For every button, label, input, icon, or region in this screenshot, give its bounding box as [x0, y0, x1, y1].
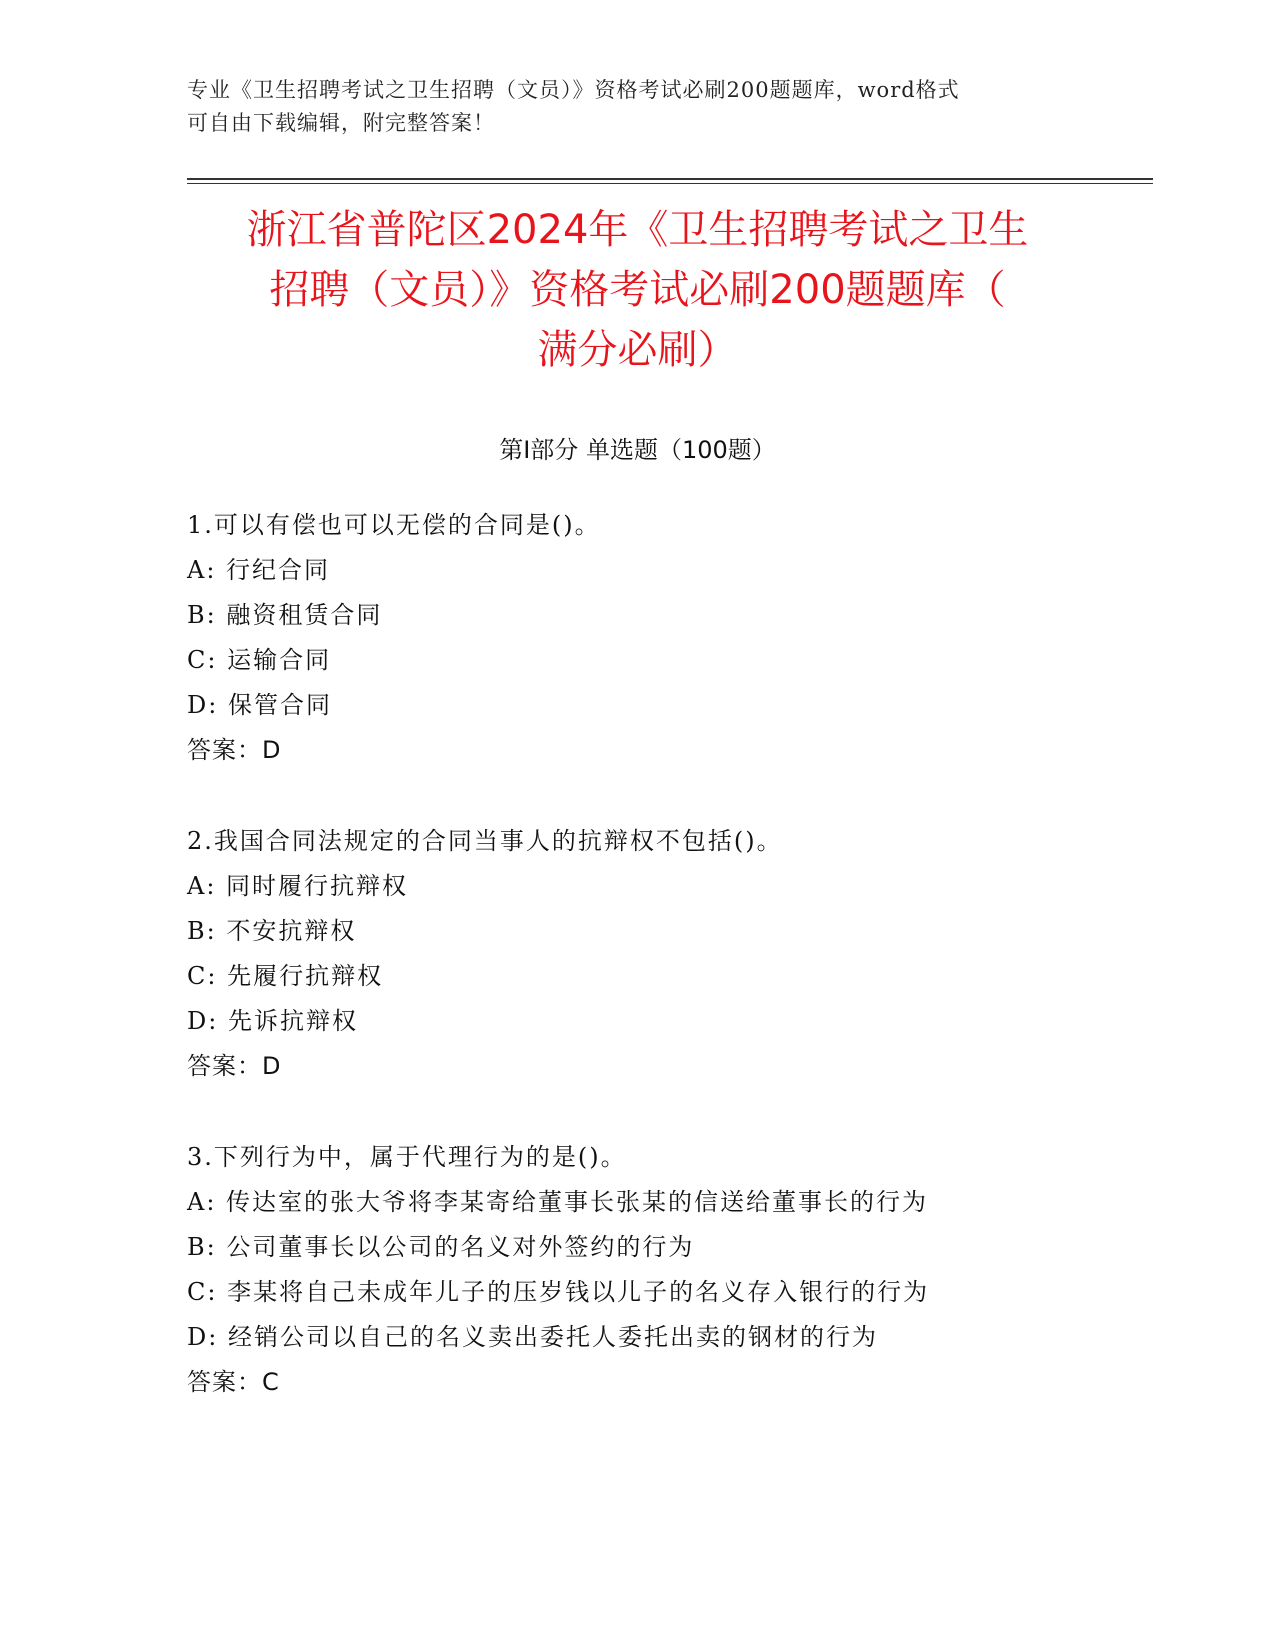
question-2 [187, 819, 1187, 1089]
question-1 [187, 503, 1187, 773]
option-b: B: 融资租赁合同 [187, 601, 383, 629]
option-d: D: 先诉抗辩权 [187, 1007, 358, 1035]
section-title: 第Ⅰ部分 单选题（100题） [499, 436, 776, 464]
document-title-line-1: 浙江省普陀区2024年《卫生招聘考试之卫生 [246, 207, 1029, 253]
question-stem: 2.我国合同法规定的合同当事人的抗辩权不包括()。 [187, 827, 783, 855]
option-c: C: 李某将自己未成年儿子的压岁钱以儿子的名义存入银行的行为 [187, 1278, 930, 1306]
answer: 答案：D [187, 736, 282, 764]
option-a: A: 行纪合同 [187, 556, 331, 584]
option-a: A: 传达室的张大爷将李某寄给董事长张某的信送给董事长的行为 [187, 1188, 929, 1216]
option-c: C: 先履行抗辩权 [187, 962, 384, 990]
question-3 [187, 1135, 1187, 1405]
document-title-line-2: 招聘（文员）》资格考试必刷200题题库（ [269, 267, 1006, 313]
option-d: D: 经销公司以自己的名义卖出委托人委托出卖的钢材的行为 [187, 1323, 878, 1351]
answer: 答案：C [187, 1368, 280, 1396]
header-note-line-2: 可自由下载编辑，附完整答案！ [187, 111, 495, 135]
question-stem: 3.下列行为中，属于代理行为的是()。 [187, 1143, 627, 1171]
option-c: C: 运输合同 [187, 646, 332, 674]
option-b: B: 公司董事长以公司的名义对外签约的行为 [187, 1233, 695, 1261]
answer: 答案：D [187, 1052, 282, 1080]
header-divider [187, 178, 1153, 180]
question-stem: 1.可以有偿也可以无偿的合同是()。 [187, 511, 601, 539]
header-divider-thin [187, 183, 1153, 184]
option-b: B: 不安抗辩权 [187, 917, 357, 945]
document-title-line-3: 满分必刷） [537, 327, 738, 373]
header-note [187, 74, 1087, 140]
document-title [160, 200, 1115, 380]
header-note-line-1: 专业《卫生招聘考试之卫生招聘（文员）》资格考试必刷200题题库，word格式 [187, 78, 960, 102]
option-a: A: 同时履行抗辩权 [187, 872, 409, 900]
option-d: D: 保管合同 [187, 691, 332, 719]
